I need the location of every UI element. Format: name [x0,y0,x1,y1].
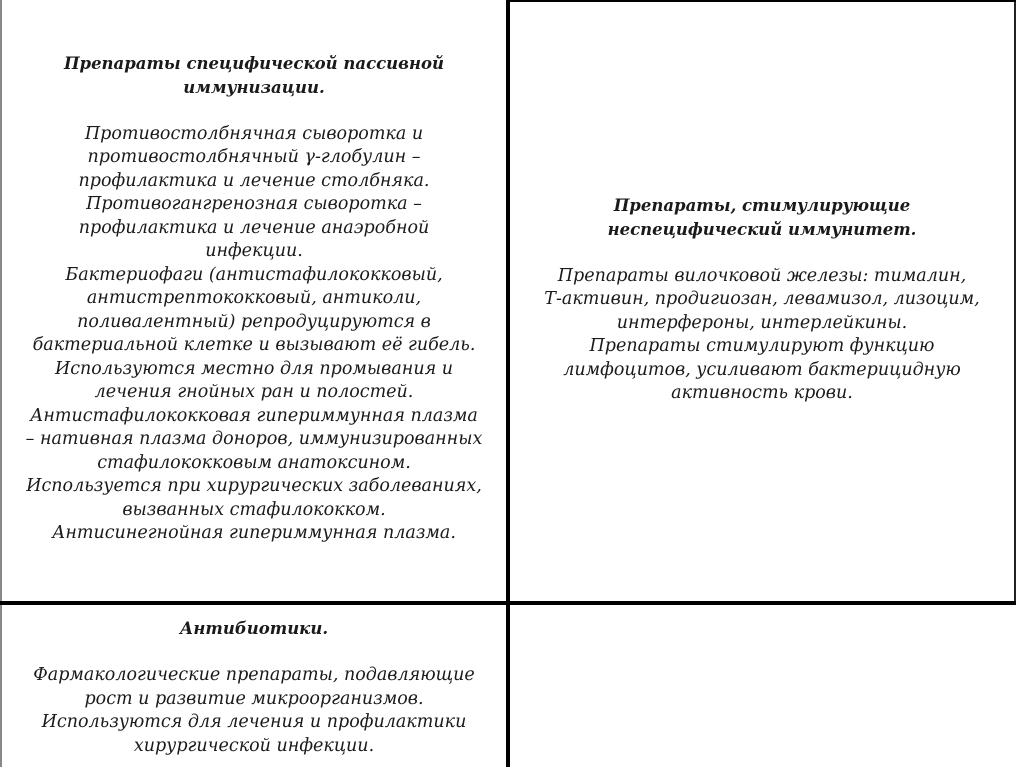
cell-text-line: инфекции. [205,241,303,261]
cell-title-line: иммунизации. [183,77,325,97]
cell-text-line: Фармакологические препараты, подавляющие [33,665,475,685]
cell-text-line: вызванных стафилококком. [122,499,386,520]
cell-text-line: интерфероны, интерлейкины. [616,312,908,333]
cell-title-line: неспецифический иммунитет. [607,219,917,239]
cell-text-line: Используется при хирургических заболеваниях, [26,476,482,496]
cell-antibiotics [4,617,504,758]
spacer [4,99,504,123]
cell-text-line: профилактика и лечение столбняка. [78,170,430,191]
table-horizontal-divider [0,601,1016,605]
table-right-border [1014,0,1016,605]
cell-text-line: Т-активин, продигиозан, левамизол, лизоцим, [544,289,980,309]
cell-text-line: Препараты стимулируют функцию [589,336,935,356]
table-top-border [506,0,1016,2]
spacer [514,241,1010,265]
cell-text-line: – нативная плазма доноров, иммунизированных [25,429,483,449]
cell-text-line: лимфоцитов, усиливают бактерицидную [563,359,961,380]
table-left-border [0,0,2,767]
cell-text-line: Противогангренозная сыворотка – [86,194,422,214]
cell-text-line: активность крови. [671,383,853,403]
spacer [4,641,504,665]
cell-text-line: поливалентный) репродуцируются в [77,311,431,332]
cell-text-line: Используются местно для промывания и [54,358,454,379]
cell-text-line: Антисинегнойная гипериммунная плазма. [52,523,456,543]
cell-title-line: Антибиотики. [179,619,329,638]
cell-text-line: антистрептококковый, антиколи, [86,288,422,308]
cell-passive-immunization [4,52,504,546]
cell-text-line: рост и развитие микроорганизмов. [84,688,424,709]
cell-text-line: Препараты вилочковой железы: тималин, [557,265,967,286]
cell-text-line: Противостолбнячная сыворотка и [84,123,424,144]
cell-title-line: Препараты, стимулирующие [613,196,911,215]
table-vertical-divider [506,0,510,767]
cell-text-line: стафилококковым анатоксином. [97,452,411,473]
cell-text-line: Используются для лечения и профилактики [41,712,467,732]
cell-text-line: бактериальной клетке и вызывают её гибель. [32,335,476,355]
cell-text-line: Бактериофаги (антистафилококковый, [65,264,443,285]
cell-text-line: противостолбнячный γ-глобулин – [87,147,421,167]
cell-text-line: Антистафилококковая гипериммунная плазма [30,405,478,426]
cell-nonspecific-immunity [514,194,1010,406]
cell-text-line: хирургической инфекции. [133,735,375,756]
cell-text-line: лечения гнойных ран и полостей. [94,382,414,402]
cell-title-line: Препараты специфической пассивной [63,54,445,73]
cell-text-line: профилактика и лечение анаэробной [78,217,430,238]
